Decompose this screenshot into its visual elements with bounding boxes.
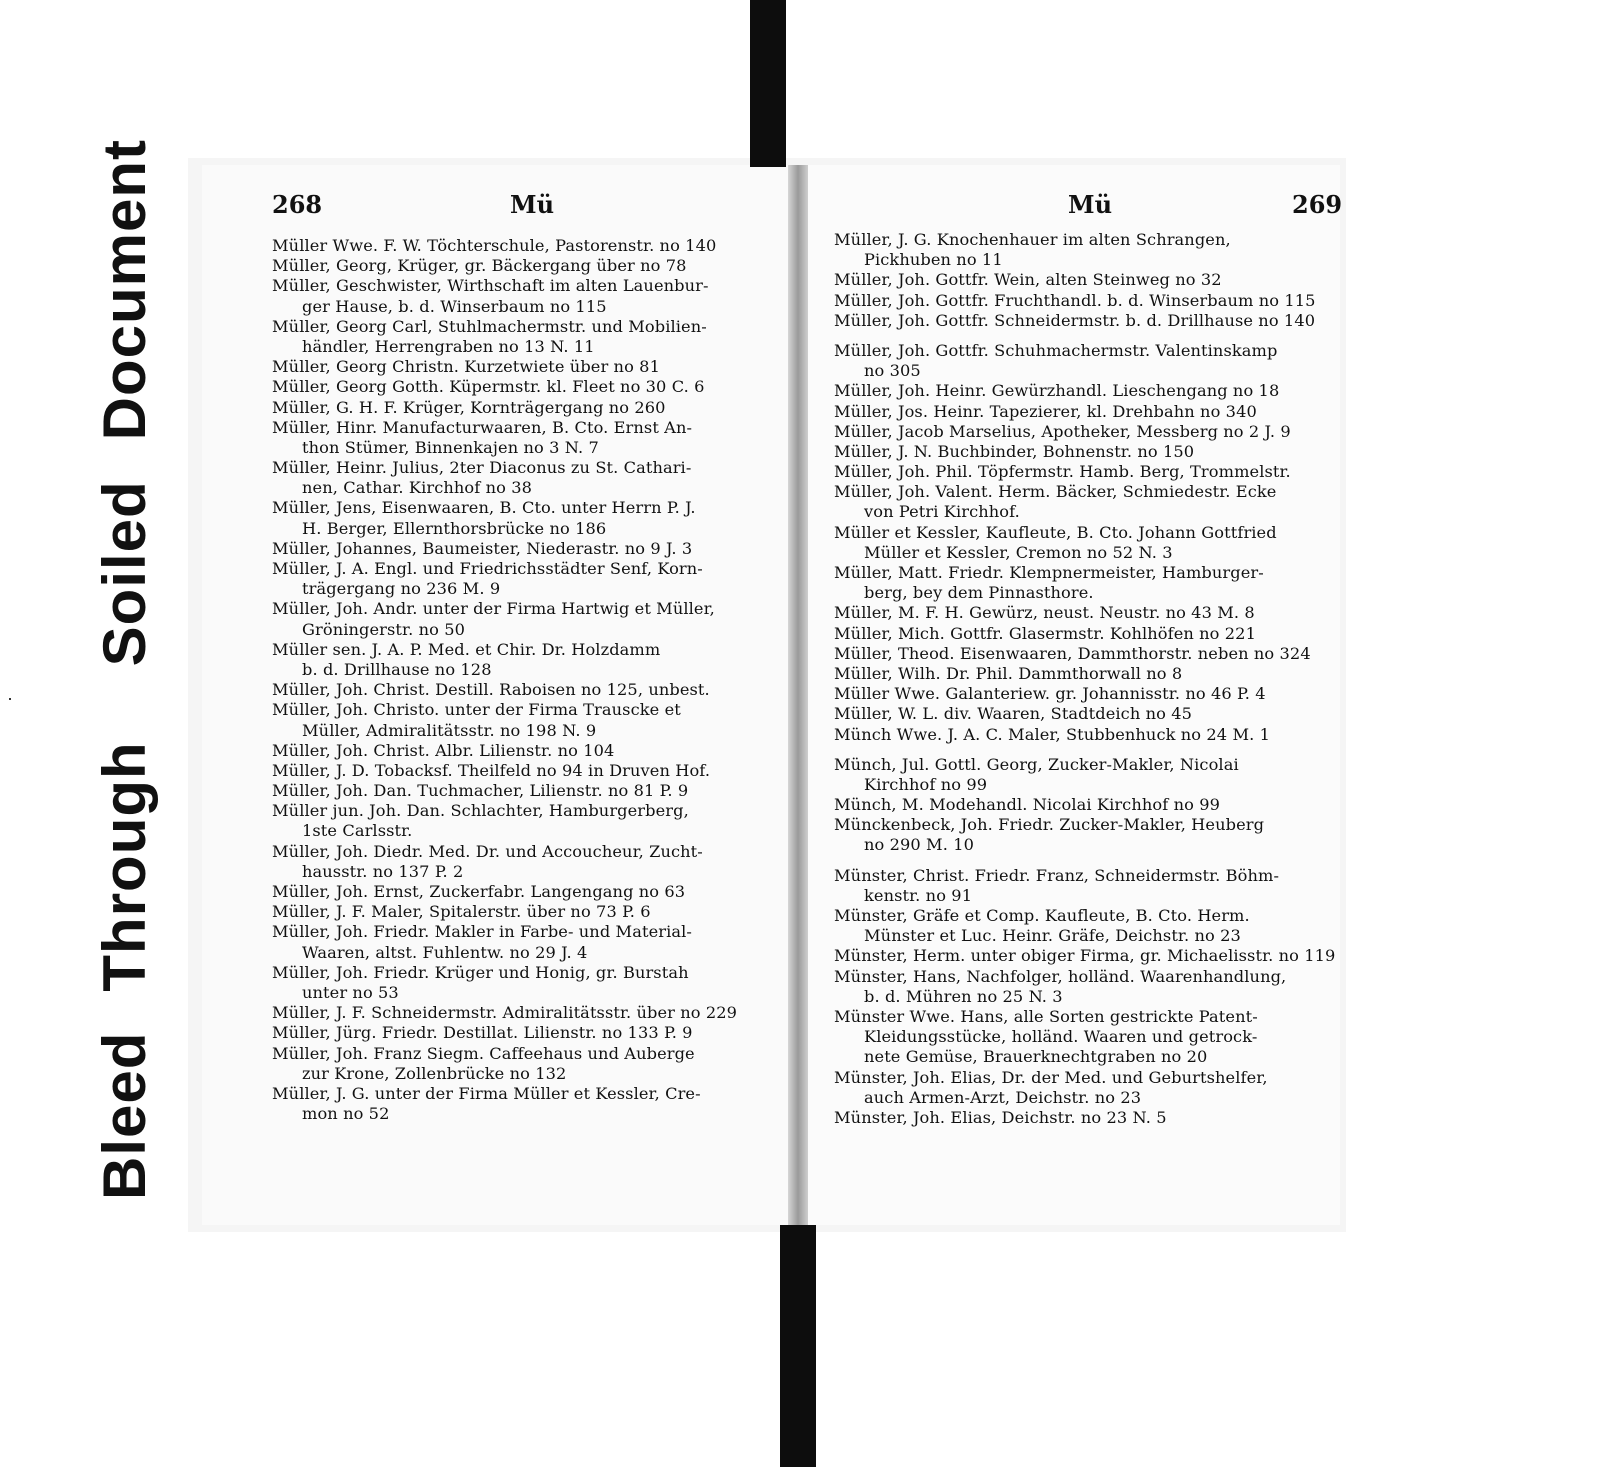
right-page-entries xyxy=(834,230,1344,1128)
directory-entry-line: Münch Wwe. J. A. C. Maler, Stubbenhuck no 24 M. 1 xyxy=(834,724,1271,744)
directory-entry-line: Müller, Georg Christn. Kurzetwiete über no 81 xyxy=(272,357,660,377)
entry-continuation-line: Münster et Luc. Heinr. Gräfe, Deichstr. no 23 xyxy=(864,926,1241,946)
directory-entry-line: Müller, Joh. Christo. unter der Firma Trauscke et xyxy=(272,700,681,720)
book-gutter xyxy=(788,165,808,1225)
directory-entry-line: Münch, M. Modehandl. Nicolai Kirchhof no 99 xyxy=(834,795,1220,815)
entry-continuation-line: 1ste Carlsstr. xyxy=(302,821,413,841)
directory-entry-line: Müller, Joh. Phil. Töpfermstr. Hamb. Berg, Trommelstr. xyxy=(834,462,1291,482)
directory-entry-line: Müller, Joh. Friedr. Makler in Farbe- und Material- xyxy=(272,922,692,942)
directory-entry-line: Müller, Georg Carl, Stuhlmachermstr. und Mobilien- xyxy=(272,316,707,336)
directory-entry-line: Müller, Theod. Eisenwaaren, Dammthorstr. neben no 324 xyxy=(834,643,1311,663)
directory-entry-line: Müller, J. G. Knochenhauer im alten Schrangen, xyxy=(834,230,1231,249)
directory-entry-line: Müller, J. A. Engl. und Friedrichsstädter Senf, Korn- xyxy=(272,559,703,578)
scan-stamp-label xyxy=(80,138,170,1200)
directory-entry-line: Münster, Herm. unter obiger Firma, gr. Michaelisstr. no 119 xyxy=(834,946,1336,966)
directory-entry-line: Müller, Joh. Ernst, Zuckerfabr. Langengang no 63 xyxy=(272,882,686,901)
directory-entry-line: Müller, Joh. Christ. Destill. Raboisen no 125, unbest. xyxy=(272,680,710,700)
directory-entry-line: Müller, J. G. unter der Firma Müller et Kessler, Cre- xyxy=(272,1083,701,1103)
directory-entry-line: Müller, Jacob Marselius, Apotheker, Messberg no 2 J. 9 xyxy=(834,421,1291,441)
directory-entry-line: Münster, Christ. Friedr. Franz, Schneidermstr. Böhm- xyxy=(834,865,1280,885)
directory-entry-line: Müller, Georg, Krüger, gr. Bäckergang über no 78 xyxy=(272,256,687,276)
stamp-word-document: Document xyxy=(91,138,158,441)
directory-entry-line: Müller, Joh. Diedr. Med. Dr. und Accoucheur, Zucht- xyxy=(272,841,703,861)
entry-continuation-line: Gröningerstr. no 50 xyxy=(302,619,465,639)
directory-entry-line: Münster Wwe. Hans, alle Sorten gestrickte Patent- xyxy=(834,1006,1258,1026)
directory-entry-line: Müller, J. N. Buchbinder, Bohnenstr. no 150 xyxy=(834,441,1195,461)
entry-continuation-line: zur Krone, Zollenbrücke no 132 xyxy=(302,1063,567,1083)
directory-entry-line: Müller, Joh. Dan. Tuchmacher, Lilienstr. no 81 P. 9 xyxy=(272,781,689,801)
entry-continuation-line: Müller et Kessler, Cremon no 52 N. 3 xyxy=(864,542,1173,562)
directory-entry-line: Müller, J. F. Schneidermstr. Admiralitätsstr. über no 229 xyxy=(272,1003,738,1023)
directory-entry-line: Müller, Joh. Gottfr. Schuhmachermstr. Valentinskamp xyxy=(834,340,1278,360)
directory-entry-line: Müller et Kessler, Kaufleute, B. Cto. Johann Gottfried xyxy=(834,522,1277,542)
left-page-header: Mü xyxy=(510,190,555,219)
directory-entry-line: Müller, Heinr. Julius, 2ter Diaconus zu St. Cathari- xyxy=(272,458,692,478)
directory-entry-line: Müller, M. F. H. Gewürz, neust. Neustr. no 43 M. 8 xyxy=(834,603,1255,623)
directory-entry-line: Müller, J. D. Tobacksf. Theilfeld no 94 in Druven Hof. xyxy=(272,760,711,780)
entry-continuation-line: H. Berger, Ellernthorsbrücke no 186 xyxy=(302,518,607,538)
directory-entry-line: Müller, Joh. Franz Siegm. Caffeehaus und Auberge xyxy=(272,1043,695,1063)
left-page-number: 268 xyxy=(272,190,323,219)
stamp-word-soiled: Soiled xyxy=(91,480,158,667)
entry-continuation-line: auch Armen-Arzt, Deichstr. no 23 xyxy=(864,1087,1142,1107)
directory-entry-line: Müller, Joh. Friedr. Krüger und Honig, gr. Burstah xyxy=(272,962,689,982)
directory-entry-line: Müller, Matt. Friedr. Klempnermeister, Hamburger- xyxy=(834,563,1264,582)
directory-entry-line: Müller, W. L. div. Waaren, Stadtdeich no 45 xyxy=(834,704,1193,724)
directory-entry-line: Müller, Mich. Gottfr. Glasermstr. Kohlhöfen no 221 xyxy=(834,623,1256,643)
directory-entry-line: Müller, Joh. Gottfr. Schneidermstr. b. d. Drillhause no 140 xyxy=(834,310,1316,330)
binding-strip-top xyxy=(750,0,786,167)
entry-continuation-line: händler, Herrengraben no 13 N. 11 xyxy=(302,336,595,356)
entry-continuation-line: ger Hause, b. d. Winserbaum no 115 xyxy=(302,296,607,316)
directory-entry-line: Müller, Joh. Gottfr. Fruchthandl. b. d. Winserbaum no 115 xyxy=(834,290,1316,310)
entry-continuation-line: Müller, Admiralitätsstr. no 198 N. 9 xyxy=(302,720,597,740)
entry-continuation-line: thon Stümer, Binnenkajen no 3 N. 7 xyxy=(302,437,599,457)
entry-continuation-line: mon no 52 xyxy=(302,1104,390,1124)
entry-continuation-line: hausstr. no 137 P. 2 xyxy=(302,861,464,881)
entry-continuation-line: Kleidungsstücke, holländ. Waaren und getrock- xyxy=(864,1027,1258,1047)
entry-continuation-line: Waaren, altst. Fuhlentw. no 29 J. 4 xyxy=(302,942,588,962)
entry-continuation-line: unter no 53 xyxy=(302,982,399,1002)
entry-continuation-line: kenstr. no 91 xyxy=(864,885,973,905)
entry-continuation-line: no 290 M. 10 xyxy=(864,835,975,855)
directory-entry-line: Münster, Hans, Nachfolger, holländ. Waarenhandlung, xyxy=(834,966,1287,986)
entry-continuation-line: Pickhuben no 11 xyxy=(864,250,1003,270)
directory-entry-line: Müller, Johannes, Baumeister, Niederastr. no 9 J. 3 xyxy=(272,538,693,558)
right-page-number: 269 xyxy=(1292,190,1343,219)
directory-entry-line: Müller, Joh. Andr. unter der Firma Hartwig et Müller, xyxy=(272,599,715,619)
directory-entry-line: Müller, Jens, Eisenwaaren, B. Cto. unter Herrn P. J. xyxy=(272,498,696,518)
directory-entry-line: Müller, Jos. Heinr. Tapezierer, kl. Drehbahn no 340 xyxy=(834,401,1257,421)
entry-continuation-line: no 305 xyxy=(864,361,921,381)
entry-continuation-line: b. d. Mühren no 25 N. 3 xyxy=(864,986,1063,1006)
entry-continuation-line: von Petri Kirchhof. xyxy=(864,502,1020,522)
speck xyxy=(9,698,11,700)
entry-continuation-line: berg, bey dem Pinnasthore. xyxy=(864,583,1094,603)
directory-entry-line: Münster, Joh. Elias, Dr. der Med. und Geburtshelfer, xyxy=(834,1067,1268,1087)
directory-entry-line: Müller, Georg Gotth. Küpermstr. kl. Fleet no 30 C. 6 xyxy=(272,377,705,397)
directory-entry-line: Müller Wwe. F. W. Töchterschule, Pastorenstr. no 140 xyxy=(272,236,717,255)
directory-entry-line: Müller Wwe. Galanteriew. gr. Johannisstr. no 46 P. 4 xyxy=(834,684,1266,704)
directory-entry-line: Münster, Joh. Elias, Deichstr. no 23 N. 5 xyxy=(834,1107,1167,1127)
directory-entry-line: Müller, Wilh. Dr. Phil. Dammthorwall no 8 xyxy=(834,663,1183,683)
entry-continuation-line: b. d. Drillhause no 128 xyxy=(302,659,492,679)
directory-entry-line: Müller, J. F. Maler, Spitalerstr. über no 73 P. 6 xyxy=(272,902,651,922)
directory-entry-line: Müller, G. H. F. Krüger, Kornträgergang no 260 xyxy=(272,397,666,417)
directory-entry-line: Müller, Joh. Gottfr. Wein, alten Steinweg no 32 xyxy=(834,270,1222,290)
directory-entry-line: Müller sen. J. A. P. Med. et Chir. Dr. Holzdamm xyxy=(272,639,661,659)
stamp-word-bleed: Bleed xyxy=(91,1031,158,1200)
entry-continuation-line: nete Gemüse, Brauerknechtgraben no 20 xyxy=(864,1047,1208,1067)
entry-continuation-line: trägergang no 236 M. 9 xyxy=(302,579,501,599)
directory-entry-line: Müller, Joh. Valent. Herm. Bäcker, Schmiedestr. Ecke xyxy=(834,482,1277,502)
directory-entry-line: Münckenbeck, Joh. Friedr. Zucker-Makler, Heuberg xyxy=(834,815,1265,835)
directory-entry-line: Müller, Joh. Christ. Albr. Lilienstr. no 104 xyxy=(272,740,615,760)
binding-strip-bottom xyxy=(780,1225,816,1467)
entry-continuation-line: Kirchhof no 99 xyxy=(864,774,988,794)
directory-entry-line: Müller jun. Joh. Dan. Schlachter, Hamburgerberg, xyxy=(272,801,689,821)
right-page-header: Mü xyxy=(1068,190,1113,219)
left-page-entries xyxy=(272,236,782,1124)
entry-continuation-line: nen, Cathar. Kirchhof no 38 xyxy=(302,478,533,498)
directory-entry-line: Münster, Gräfe et Comp. Kaufleute, B. Cto. Herm. xyxy=(834,906,1250,925)
stamp-word-through: Through xyxy=(91,741,158,992)
directory-entry-line: Müller, Geschwister, Wirthschaft im alten Lauenbur- xyxy=(272,276,709,296)
directory-entry-line: Müller, Joh. Heinr. Gewürzhandl. Lieschengang no 18 xyxy=(834,381,1280,401)
directory-entry-line: Münch, Jul. Gottl. Georg, Zucker-Makler, Nicolai xyxy=(834,754,1239,774)
directory-entry-line: Müller, Jürg. Friedr. Destillat. Lilienstr. no 133 P. 9 xyxy=(272,1023,693,1043)
directory-entry-line: Müller, Hinr. Manufacturwaaren, B. Cto. Ernst An- xyxy=(272,417,693,437)
